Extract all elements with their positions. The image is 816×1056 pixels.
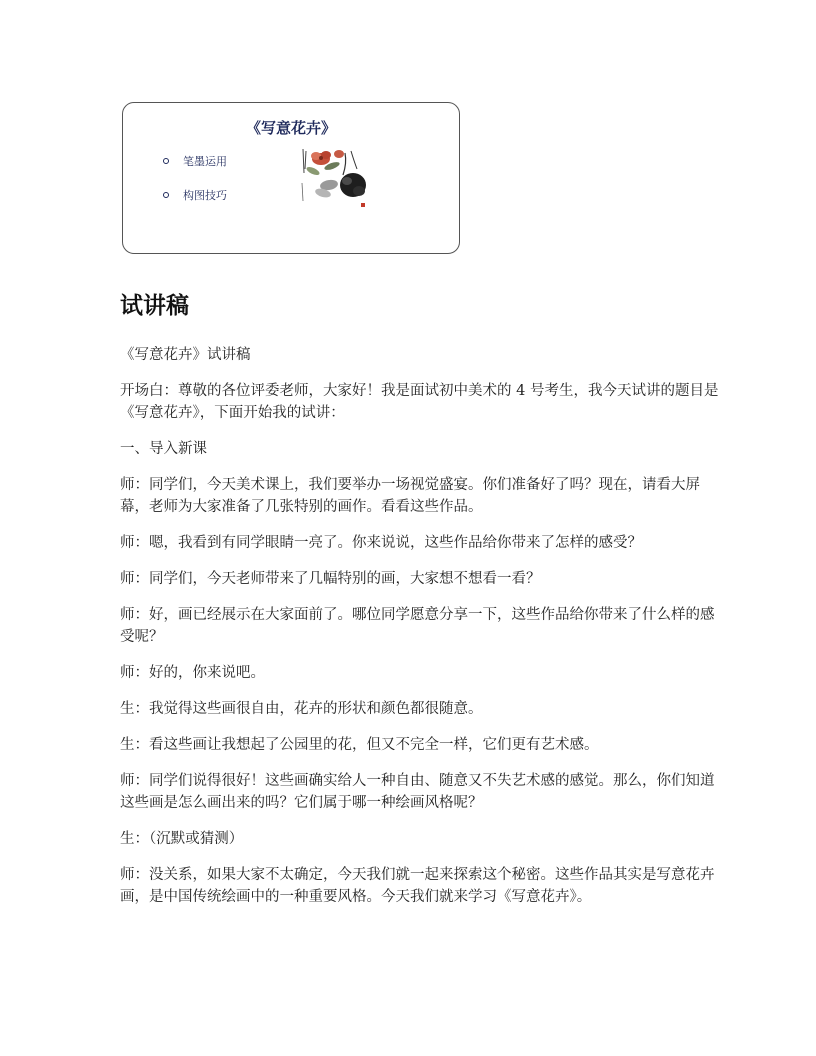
doc-paragraph: 生：看这些画让我想起了公园里的花，但又不完全一样，它们更有艺术感。 <box>120 737 599 753</box>
doc-paragraph: 师：好，画已经展示在大家面前了。哪位同学愿意分享一下，这些作品给你带来了什么样的感受呢？ <box>120 607 715 645</box>
doc-paragraph: 一、导入新课 <box>120 441 207 457</box>
doc-paragraph: 师：同学们，今天老师带来了几幅特别的画，大家想不想看一看？ <box>120 571 541 587</box>
ink-flower-painting <box>299 143 373 211</box>
document-body <box>120 344 720 922</box>
doc-paragraph: 生：（沉默或猜测） <box>120 831 244 847</box>
slide-title: 《写意花卉》 <box>245 119 336 137</box>
doc-paragraph: 师：同学们，今天美术课上，我们要举办一场视觉盛宴。你们准备好了吗？现在，请看大屏幕，老师为大家准备了几张特别的画作。看看这些作品。 <box>120 477 700 515</box>
slide-bullet-item <box>163 153 227 187</box>
slide-bullet-item <box>163 187 227 221</box>
doc-paragraph: 师：没关系，如果大家不太确定，今天我们就一起来探索这个秘密。这些作品其实是写意花卉画，是中国传统绘画中的一种重要风格。今天我们就来学习《写意花卉》。 <box>120 867 715 905</box>
slide-bullet-list <box>163 153 227 221</box>
doc-paragraph: 生：我觉得这些画很自由，花卉的形状和颜色都很随意。 <box>120 701 483 717</box>
doc-paragraph: 师：嗯，我看到有同学眼睛一亮了。你来说说，这些作品给你带来了怎样的感受？ <box>120 535 642 551</box>
doc-paragraph: 《写意花卉》试讲稿 <box>120 347 251 363</box>
slide-thumbnail <box>122 102 460 254</box>
doc-paragraph: 师：同学们说得很好！这些画确实给人一种自由、随意又不失艺术感的感觉。那么，你们知道这些画是怎么画出来的吗？它们属于哪一种绘画风格呢？ <box>120 773 715 811</box>
doc-paragraph: 师：好的，你来说吧。 <box>120 665 265 681</box>
slide-bullet-label: 构图技巧 <box>183 189 227 202</box>
doc-paragraph: 开场白：尊敬的各位评委老师，大家好！我是面试初中美术的 4 号考生，我今天试讲的题目是《写意花卉》，下面开始我的试讲： <box>120 383 719 421</box>
slide-bullet-label: 笔墨运用 <box>183 155 227 168</box>
document-heading: 试讲稿 <box>120 293 189 319</box>
bullet-circle-icon <box>163 158 169 164</box>
bullet-circle-icon <box>163 192 169 198</box>
